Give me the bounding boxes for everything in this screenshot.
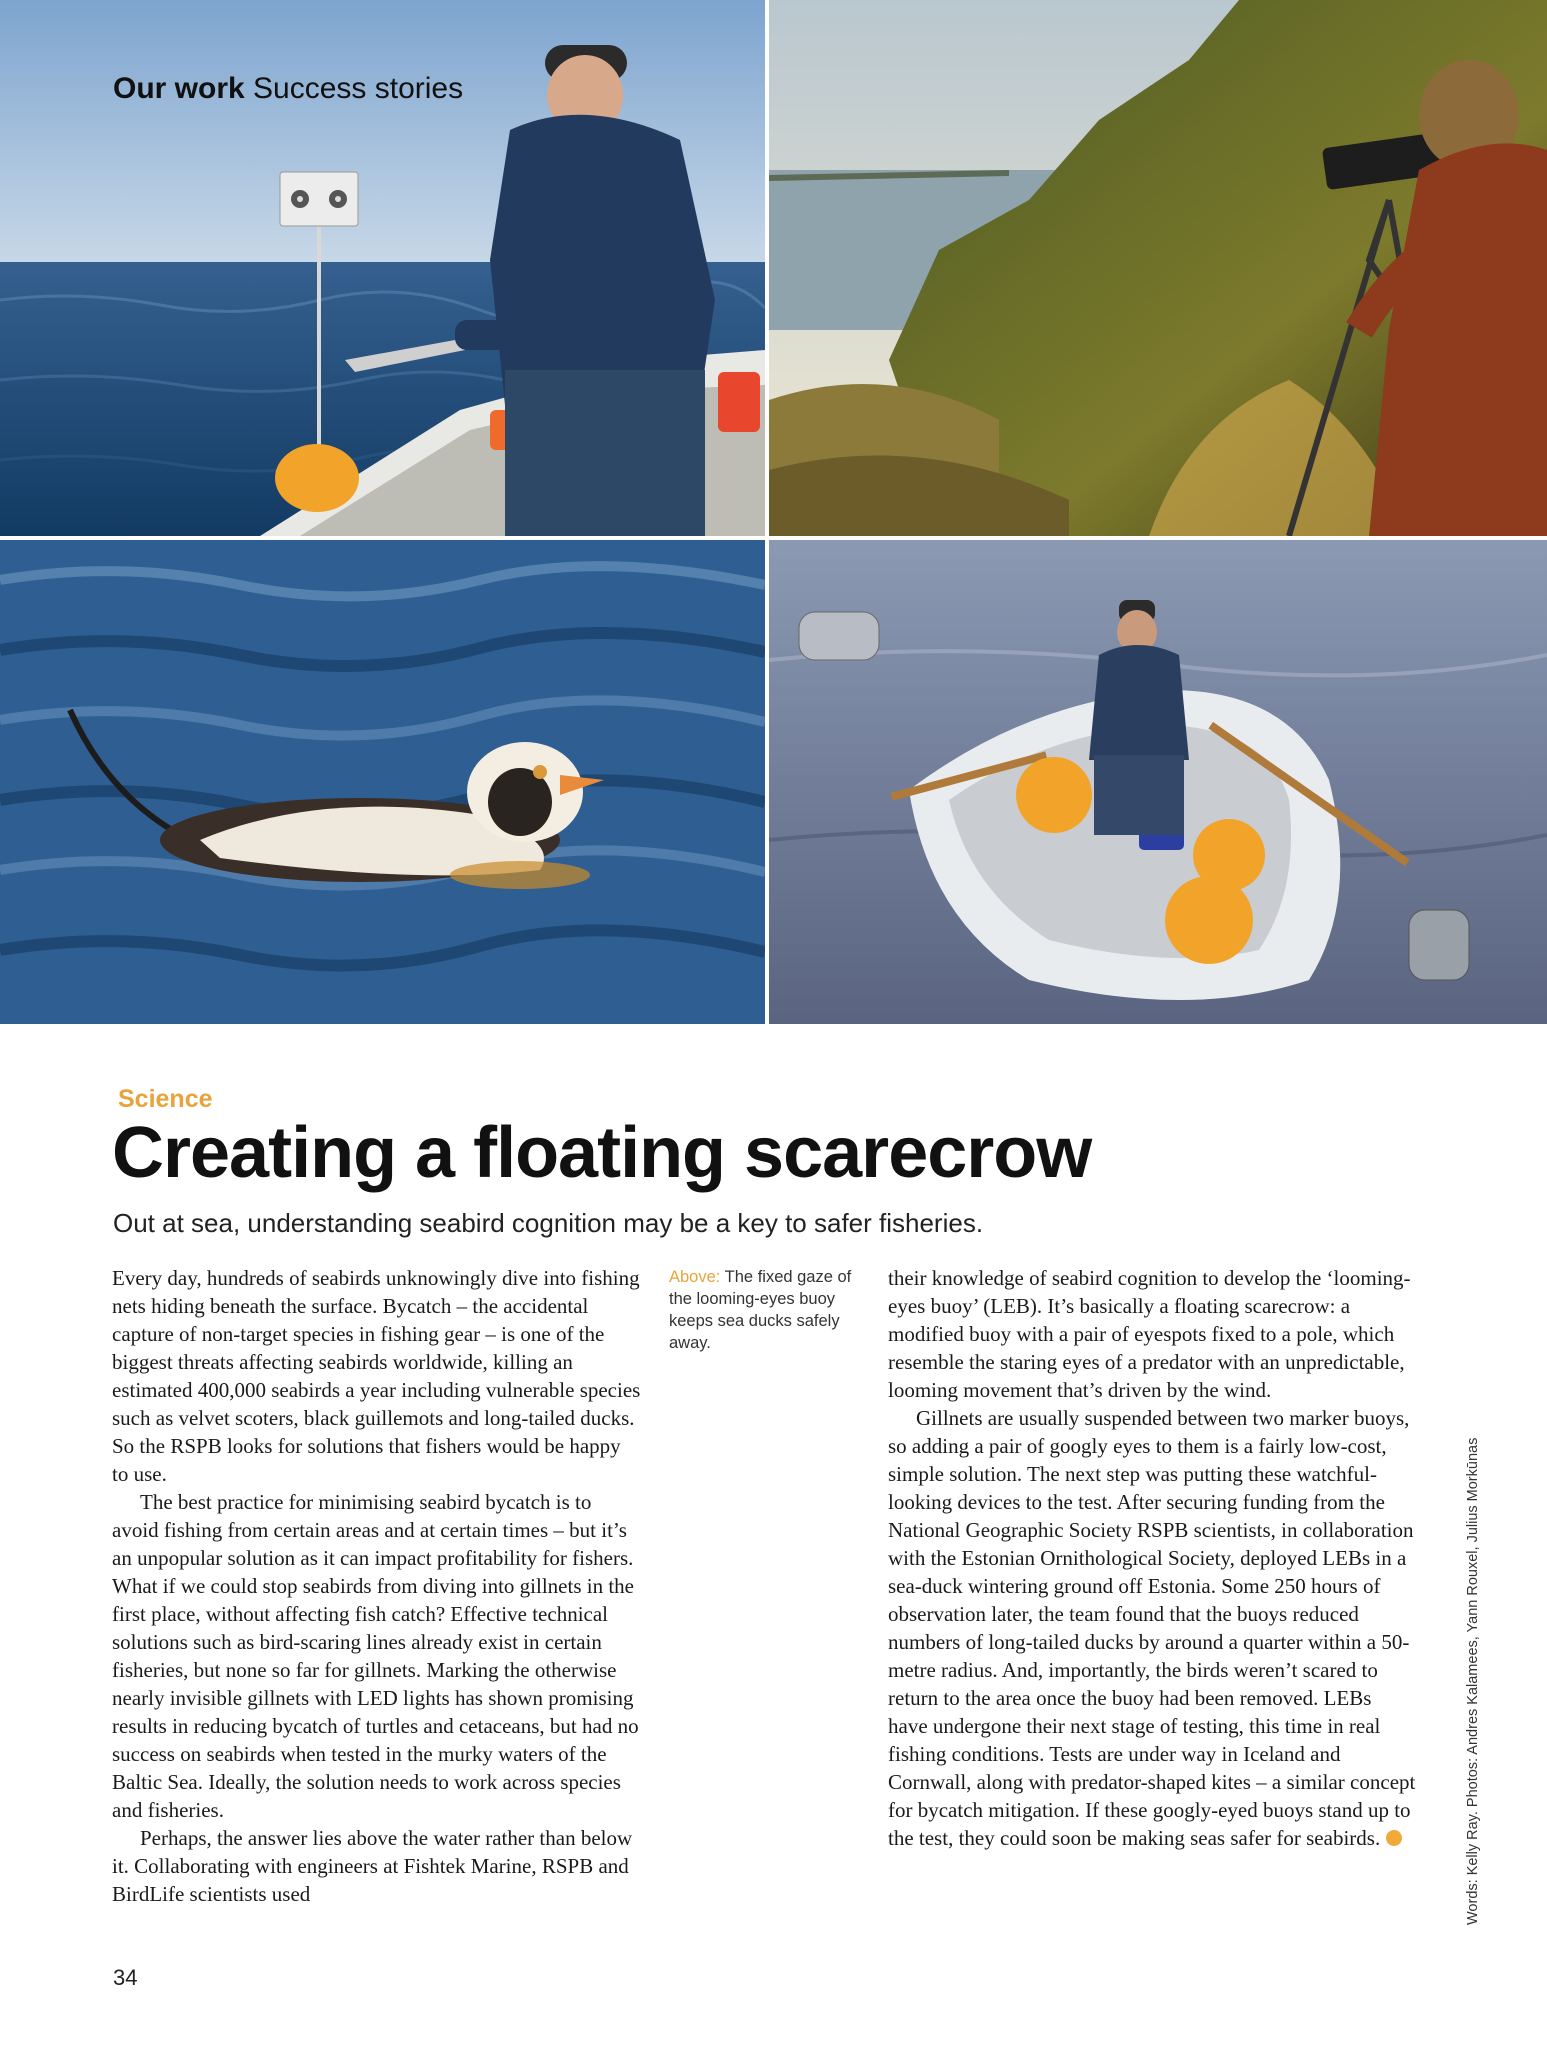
end-mark-icon xyxy=(1386,1830,1402,1846)
body-paragraph: Perhaps, the answer lies above the water rather than below it. Collaborating with engineers at Fishtek Marine, RSPB and BirdLife scientists used xyxy=(112,1826,633,1906)
photo-credits: Words: Kelly Ray. Photos: Andres Kalamees, Yann Rouxel, Julius Morkūnas xyxy=(1465,1437,1481,1925)
body-paragraph: The best practice for minimising seabird bycatch is to avoid fishing from certain areas and at certain times – but it’s an unpopular solution as it can impact profitability for fishers. What if we could stop seabirds from diving into gillnets in the first place, without affecting fish catch? Effective technical solutions such as bird-scaring lines already exist in certain fisheries, but none so far for gillnets. Marking the otherwise nearly invisible gillnets with LED lights has shown promising results in reducing bycatch of turtles and cetaceans, but had no success on seabirds when tested in the murky waters of the Baltic Sea. Ideally, the solution needs to work across species and fisheries. xyxy=(112,1490,639,1822)
article-kicker: Science xyxy=(118,1085,213,1113)
photo-caption xyxy=(669,1266,861,1354)
body-paragraph xyxy=(888,1404,1416,1852)
caption-label: Above: xyxy=(669,1268,721,1286)
section-label-rest: Success stories xyxy=(253,72,464,105)
section-label-bold: Our work xyxy=(113,72,245,105)
photo-boat-with-buoys xyxy=(769,540,1547,1024)
photo-observer-with-scope xyxy=(769,0,1547,536)
page-number: 34 xyxy=(113,1965,138,1990)
body-paragraph-text: Gillnets are usually suspended between two marker buoys, so adding a pair of googly eyes to them is a fairly low-cost, simple solution. The next step was putting these watchful-looking devices to the test. After securing funding from the National Geographic Society RSPB scientists, in collaboration with the Estonian Ornithological Society, deployed LEBs in a sea-duck wintering ground off Estonia. Some 250 hours of observation later, the team found that the buoys reduced numbers of long-tailed ducks by around a quarter within a 50-metre radius. And, importantly, the birds weren’t scared to return to the area once the buoy had been removed. LEBs have undergone their next stage of testing, this time in real fishing conditions. Tests are under way in Iceland and Cornwall, along with predator-shaped kites – a similar concept for bycatch mitigation. If these googly-eyed buoys stand up to the test, they could soon be making seas safer for seabirds. xyxy=(888,1406,1416,1850)
body-column-left xyxy=(112,1264,642,1908)
article-standfirst: Out at sea, understanding seabird cognition may be a key to safer fisheries. xyxy=(113,1208,984,1238)
body-column-right xyxy=(888,1264,1416,1852)
body-paragraph: their knowledge of seabird cognition to develop the ‘looming-eyes buoy’ (LEB). It’s basically a floating scarecrow: a modified buoy with a pair of eyespots fixed to a pole, which resemble the staring eyes of a predator with an unpredictable, looming movement that’s driven by the wind. xyxy=(888,1266,1411,1402)
photo-long-tailed-duck xyxy=(0,540,765,1024)
caption-text: The fixed gaze of the looming-eyes buoy keeps sea ducks safely away. xyxy=(669,1268,852,1352)
article-headline: Creating a floating scarecrow xyxy=(112,1113,1092,1193)
body-paragraph: Every day, hundreds of seabirds unknowingly dive into fishing nets hiding beneath the surface. Bycatch – the accidental capture of non-target species in fishing gear – is one of the biggest threats affecting seabirds worldwide, killing an estimated 400,000 seabirds a year including vulnerable species such as velvet scoters, black guillemots and long-tailed ducks. So the RSPB looks for solutions that fishers would be happy to use. xyxy=(112,1266,641,1486)
section-label xyxy=(113,72,463,106)
